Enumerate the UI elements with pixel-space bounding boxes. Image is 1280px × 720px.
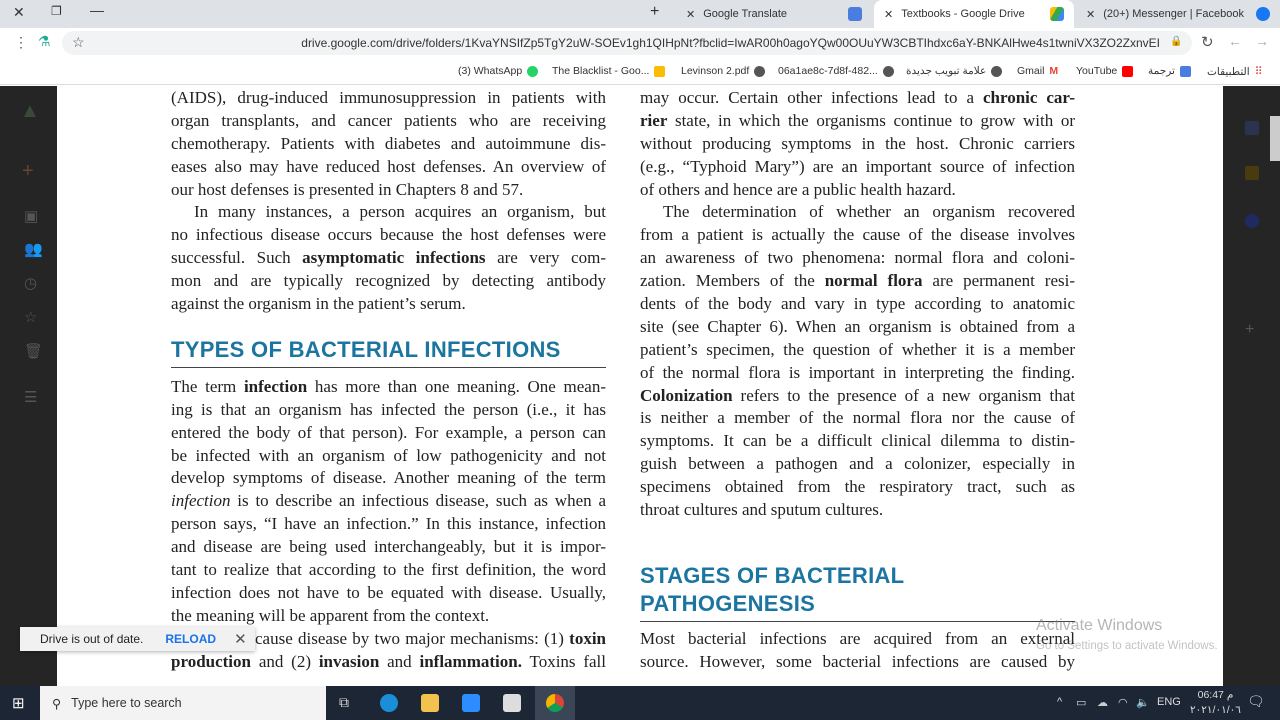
text-segment: organ transplants, and cancer patients who are receiving: [171, 110, 606, 130]
text-line: [171, 422, 606, 445]
google-translate-icon: [848, 7, 862, 21]
tasks-icon[interactable]: [1245, 214, 1259, 228]
text-segment: source. However, some bacterial infections are caused by: [640, 651, 1075, 671]
text-segment: In many instances, a person acquires an organism, but: [194, 202, 606, 222]
text-segment: from a patient is actually the cause of the disease involves: [640, 225, 1075, 245]
text-line: [171, 513, 606, 536]
text-segment: The determination of whether an organism recovered: [663, 202, 1075, 222]
text-segment: are permanent resi-: [922, 271, 1075, 291]
text-segment: our host defenses is presented in Chapters 8 and 57.: [171, 179, 524, 199]
restore-window-icon[interactable]: ❐: [51, 4, 62, 18]
scrollbar[interactable]: [1270, 116, 1280, 161]
text-segment: no infectious disease occurs because the host defenses were: [171, 225, 606, 245]
text-segment: successful. Such: [171, 248, 303, 268]
text-line: [640, 201, 1075, 224]
text-line: [640, 407, 1075, 430]
toast-message: Drive is out of date.: [40, 632, 144, 646]
close-tab-icon[interactable]: ✕: [884, 8, 894, 21]
text-segment: and: [379, 651, 420, 671]
text-segment: mon and are typically recognized by detecting antibody: [171, 271, 606, 291]
text-line: [171, 179, 606, 202]
close-tab-icon[interactable]: ✕: [686, 8, 696, 21]
globe-icon: [754, 66, 765, 77]
text-line: [171, 536, 606, 559]
text-line: [640, 110, 1075, 133]
out-of-date-toast: [20, 627, 255, 651]
text-line: [171, 247, 606, 270]
paragraph-group: [171, 87, 606, 316]
tab-google-translate[interactable]: [676, 0, 872, 28]
text-line: [640, 87, 1075, 110]
text-line: [171, 376, 606, 399]
bookmark-label: (3) WhatsApp: [458, 65, 523, 77]
text-line: [640, 385, 1075, 408]
text-segment: and (2): [251, 651, 319, 671]
text-line: [640, 651, 1075, 674]
bookmark-translate[interactable]: [1148, 65, 1191, 77]
text-segment: (e.g., “Typhoid Mary”) are an important source of infection: [640, 156, 1075, 176]
google-translate-icon: [1180, 66, 1191, 77]
text-line: [171, 270, 606, 293]
text-line: [171, 201, 606, 224]
clock[interactable]: [1190, 688, 1241, 718]
text-line: [640, 362, 1075, 385]
text-segment: cause disease by two major mechanisms: (1): [255, 628, 570, 648]
text-line: [640, 316, 1075, 339]
edge-icon[interactable]: [380, 694, 398, 712]
text-segment: symptoms. It can be a difficult clinical dilemma to distin-: [640, 431, 1075, 451]
bold-term: Colonization: [640, 385, 733, 405]
text-line: [171, 490, 606, 513]
tab-google-drive[interactable]: [874, 0, 1074, 28]
text-segment: without producing symptoms in the host. Chronic carriers: [640, 133, 1075, 153]
text-segment: entered the body of that person). For example, a person can: [171, 422, 606, 442]
my-drive-icon[interactable]: ▣: [24, 208, 39, 225]
text-segment: specimens obtained from the respiratory tract, such as: [640, 477, 1075, 497]
youtube-icon: [1122, 66, 1133, 77]
close-toast-icon[interactable]: ✕: [234, 631, 247, 648]
text-segment: of others and hence are a public health hazard.: [640, 179, 956, 199]
bold-term: production: [171, 651, 251, 671]
bookmark-label: Levinson 2.pdf: [681, 65, 750, 77]
globe-icon: [991, 66, 1002, 77]
bookmark-label: YouTube: [1076, 65, 1118, 77]
taskbar-search[interactable]: [40, 686, 326, 720]
bookmark-label: Gmail: [1017, 65, 1045, 77]
clock-date: ٢٠٢١/٠١/٠٦: [1190, 704, 1241, 716]
apps-grid-icon: ⠿: [1254, 66, 1263, 78]
text-segment: site (see Chapter 6). When an organism is obtained from a: [640, 316, 1075, 336]
text-line: [171, 87, 606, 110]
drive-side-panel-dimmed: [1223, 86, 1280, 686]
text-line: [640, 476, 1075, 499]
recent-clock-icon[interactable]: ◷: [24, 275, 38, 292]
gmail-icon: M: [1049, 65, 1059, 77]
language-indicator[interactable]: ENG: [1157, 696, 1181, 708]
text-segment: Toxins fall: [521, 651, 607, 671]
text-segment: Most bacterial infections are acquired from an external: [640, 628, 1075, 648]
store-icon[interactable]: [503, 694, 521, 712]
text-segment: an awareness of two phenomena: normal flora and coloni-: [640, 248, 1075, 268]
bookmark-uuid[interactable]: [778, 65, 894, 77]
minimize-window-icon[interactable]: —: [90, 2, 104, 18]
extension-icon[interactable]: ⚗: [38, 33, 51, 49]
text-line: [640, 224, 1075, 247]
close-tab-icon[interactable]: ✕: [1086, 8, 1096, 21]
text-line: [640, 499, 1075, 522]
bookmark-label: علامة تبويب جديدة: [906, 65, 987, 77]
text-segment: has more than one meaning. One mean-: [307, 376, 606, 396]
text-segment: are very com-: [485, 248, 606, 268]
file-explorer-icon[interactable]: [421, 694, 439, 712]
bookmark-label: 06a1ae8c-7d8f-482...: [778, 65, 878, 77]
text-segment: the meaning will be apparent from the context.: [171, 605, 490, 625]
trash-icon[interactable]: 🗑: [24, 343, 44, 360]
text-segment: (AIDS), drug-induced immunosuppression in patients with: [171, 88, 606, 107]
text-line: [171, 293, 606, 316]
text-line: [171, 559, 606, 582]
text-segment: The term: [171, 376, 244, 396]
facebook-icon: [1256, 7, 1270, 21]
text-segment: tant to realize that according to the first definition, the word: [171, 560, 606, 580]
bold-term: invasion: [318, 651, 380, 671]
text-line: [640, 453, 1075, 476]
tab-bar: [0, 0, 1280, 28]
google-drive-icon: [654, 66, 665, 77]
text-segment: ing is that an organism has infected the person (i.e., it has: [171, 399, 606, 419]
text-line: [640, 293, 1075, 316]
bookmark-label: The Blacklist - Goo...: [552, 65, 650, 77]
tab-messenger[interactable]: [1076, 0, 1280, 28]
bookmark-label: التطبيقات: [1207, 65, 1250, 78]
text-segment: chemotherapy. Patients with diabetes and autoimmune dis-: [171, 133, 606, 153]
zoom-icon[interactable]: [462, 694, 480, 712]
text-segment: is neither a member of the normal flora nor the cause of: [640, 408, 1075, 428]
left-column: [171, 87, 606, 673]
storage-icon[interactable]: ☰: [24, 389, 38, 406]
search-icon: ⚲: [52, 696, 62, 711]
section-heading: PATHOGENESIS: [640, 590, 816, 616]
text-segment: state, in which the organisms continue to grow with or: [667, 110, 1075, 130]
text-line: [171, 133, 606, 156]
starred-icon[interactable]: ☆: [24, 309, 38, 326]
bold-term: toxin: [569, 628, 606, 648]
text-line: [640, 247, 1075, 270]
activate-windows-title: Activate Windows: [1036, 617, 1163, 634]
globe-icon: [883, 66, 894, 77]
reload-icon[interactable]: ↻: [1201, 34, 1214, 51]
bookmarks-bar: [0, 58, 1280, 85]
menu-icon[interactable]: ⋮: [14, 34, 28, 50]
text-segment: infection does not have to be equated with disease. Usually,: [171, 582, 606, 602]
text-segment: against the organism in the patient’s serum.: [171, 294, 466, 314]
section-heading: STAGES OF BACTERIAL: [640, 562, 905, 588]
text-line: [171, 605, 606, 628]
windows-taskbar: [0, 686, 1280, 720]
task-view-icon[interactable]: ⧉: [339, 694, 349, 710]
text-line: [640, 339, 1075, 362]
text-segment: be infected with an organism of low pathogenicity and not: [171, 445, 606, 465]
text-segment: and disease are being used interchangeably, but it is impor-: [171, 537, 606, 557]
activate-windows-subtitle: Go to Settings to activate Windows.: [1036, 640, 1218, 652]
section-heading: TYPES OF BACTERIAL INFECTIONS: [171, 336, 561, 362]
keep-icon[interactable]: [1245, 166, 1259, 180]
bookmark-star-icon[interactable]: ☆: [72, 34, 85, 50]
text-line: [171, 156, 606, 179]
search-placeholder: Type here to search: [71, 696, 182, 710]
text-line: [171, 399, 606, 422]
text-segment: refers to the presence of a new organism that: [732, 385, 1075, 405]
bold-term: normal flora: [824, 271, 923, 291]
paragraph-group: [640, 628, 1075, 674]
lock-icon: 🔒: [1170, 36, 1183, 47]
text-line: [640, 133, 1075, 156]
text-segment: eases also may have reduced host defenses. An overview of: [171, 156, 606, 176]
add-addon-icon[interactable]: +: [1245, 321, 1255, 338]
text-line: [640, 156, 1075, 179]
bold-term: asymptomatic infections: [302, 248, 486, 268]
text-segment: person says, “I have an infection.” In this instance, infection: [171, 514, 606, 534]
tab-label: Google Translate: [703, 8, 787, 20]
text-segment: dents of the body and vary in type according to anatomic: [640, 294, 1075, 314]
url-input[interactable]: [62, 31, 1192, 55]
calendar-icon[interactable]: [1245, 121, 1259, 135]
address-bar-row: [0, 28, 1280, 58]
url-text: drive.google.com/drive/folders/1KvaYNSIfZp5TgY2uW-SOEv1gh1QIHpNt?fbclid=IwAR00h0agoYQw00OUuYW3CBTIhdxc6aY-BNKAlHwe4s1twniVX3ZO2ZxnvEI: [301, 36, 1160, 50]
text-line: [171, 651, 606, 674]
whatsapp-icon: [527, 66, 538, 77]
text-segment: may occur. Certain other infections lead to a: [640, 88, 983, 107]
onedrive-icon[interactable]: ☁: [1097, 697, 1108, 709]
bold-term: chronic car-: [982, 88, 1075, 107]
text-line: [171, 445, 606, 468]
windows-start-icon[interactable]: ⊞: [12, 695, 25, 712]
reload-button[interactable]: RELOAD: [165, 632, 217, 646]
text-line: [171, 224, 606, 247]
text-line: [171, 582, 606, 605]
tab-label: (20+) Messenger | Facebook: [1103, 8, 1244, 20]
chrome-icon: [546, 694, 564, 712]
text-segment: of the normal flora is important in interpreting the finding.: [640, 362, 1075, 382]
text-segment: is to describe an infectious disease, such as when a: [230, 491, 606, 511]
bookmark-new-tab[interactable]: [906, 65, 1002, 77]
bookmark-apps[interactable]: [1207, 65, 1263, 78]
google-drive-logo-icon: ▲: [20, 100, 40, 122]
bookmark-gmail[interactable]: [1017, 65, 1058, 77]
text-line: [640, 430, 1075, 453]
italic-term: infection: [171, 491, 231, 511]
new-plus-icon[interactable]: +: [22, 160, 34, 182]
battery-icon[interactable]: ▭: [1076, 697, 1087, 709]
bookmark-label: ترجمة: [1148, 65, 1175, 77]
text-line: [171, 467, 606, 490]
drive-sidebar-dimmed: [0, 86, 57, 686]
bookmark-whatsapp[interactable]: [458, 65, 538, 77]
text-segment: patient’s specimen, the question of whether it is a member: [640, 339, 1075, 359]
text-segment: develop symptoms of disease. Another meaning of the term: [171, 468, 606, 488]
pdf-preview-page: [57, 86, 1223, 686]
notifications-icon[interactable]: 🗨: [1247, 693, 1265, 709]
tab-label: Textbooks - Google Drive: [901, 8, 1025, 20]
bookmark-blacklist[interactable]: [552, 65, 665, 77]
clock-time: 06:47 م: [1197, 689, 1234, 701]
text-line: [640, 179, 1075, 202]
bold-term: infection: [243, 376, 308, 396]
bookmark-levinson[interactable]: [681, 65, 765, 77]
new-tab-button[interactable]: +: [650, 3, 660, 20]
forward-icon[interactable]: →: [1255, 33, 1269, 49]
text-line: [640, 628, 1075, 651]
text-segment: zation. Members of the: [640, 271, 825, 291]
text-segment: throat cultures and sputum cultures.: [640, 500, 884, 520]
back-icon[interactable]: ←: [1228, 33, 1242, 49]
show-hidden-icons[interactable]: ^: [1057, 696, 1063, 708]
bookmark-youtube[interactable]: [1076, 65, 1133, 77]
text-line: [171, 110, 606, 133]
text-segment: guish between a pathogen and a colonizer, especially in: [640, 454, 1075, 474]
google-drive-icon: [1050, 7, 1064, 21]
text-line: [640, 270, 1075, 293]
bold-term: rier: [640, 110, 668, 130]
volume-icon[interactable]: 🔈: [1136, 697, 1150, 709]
close-window-icon[interactable]: ✕: [13, 4, 25, 20]
paragraph-group: [640, 87, 1075, 522]
wifi-icon[interactable]: ◠: [1118, 697, 1128, 709]
bold-term: inflammation.: [419, 651, 522, 671]
shared-icon[interactable]: 👥: [24, 241, 43, 258]
right-column: [640, 87, 1075, 674]
chrome-taskbar-button[interactable]: [535, 686, 575, 720]
